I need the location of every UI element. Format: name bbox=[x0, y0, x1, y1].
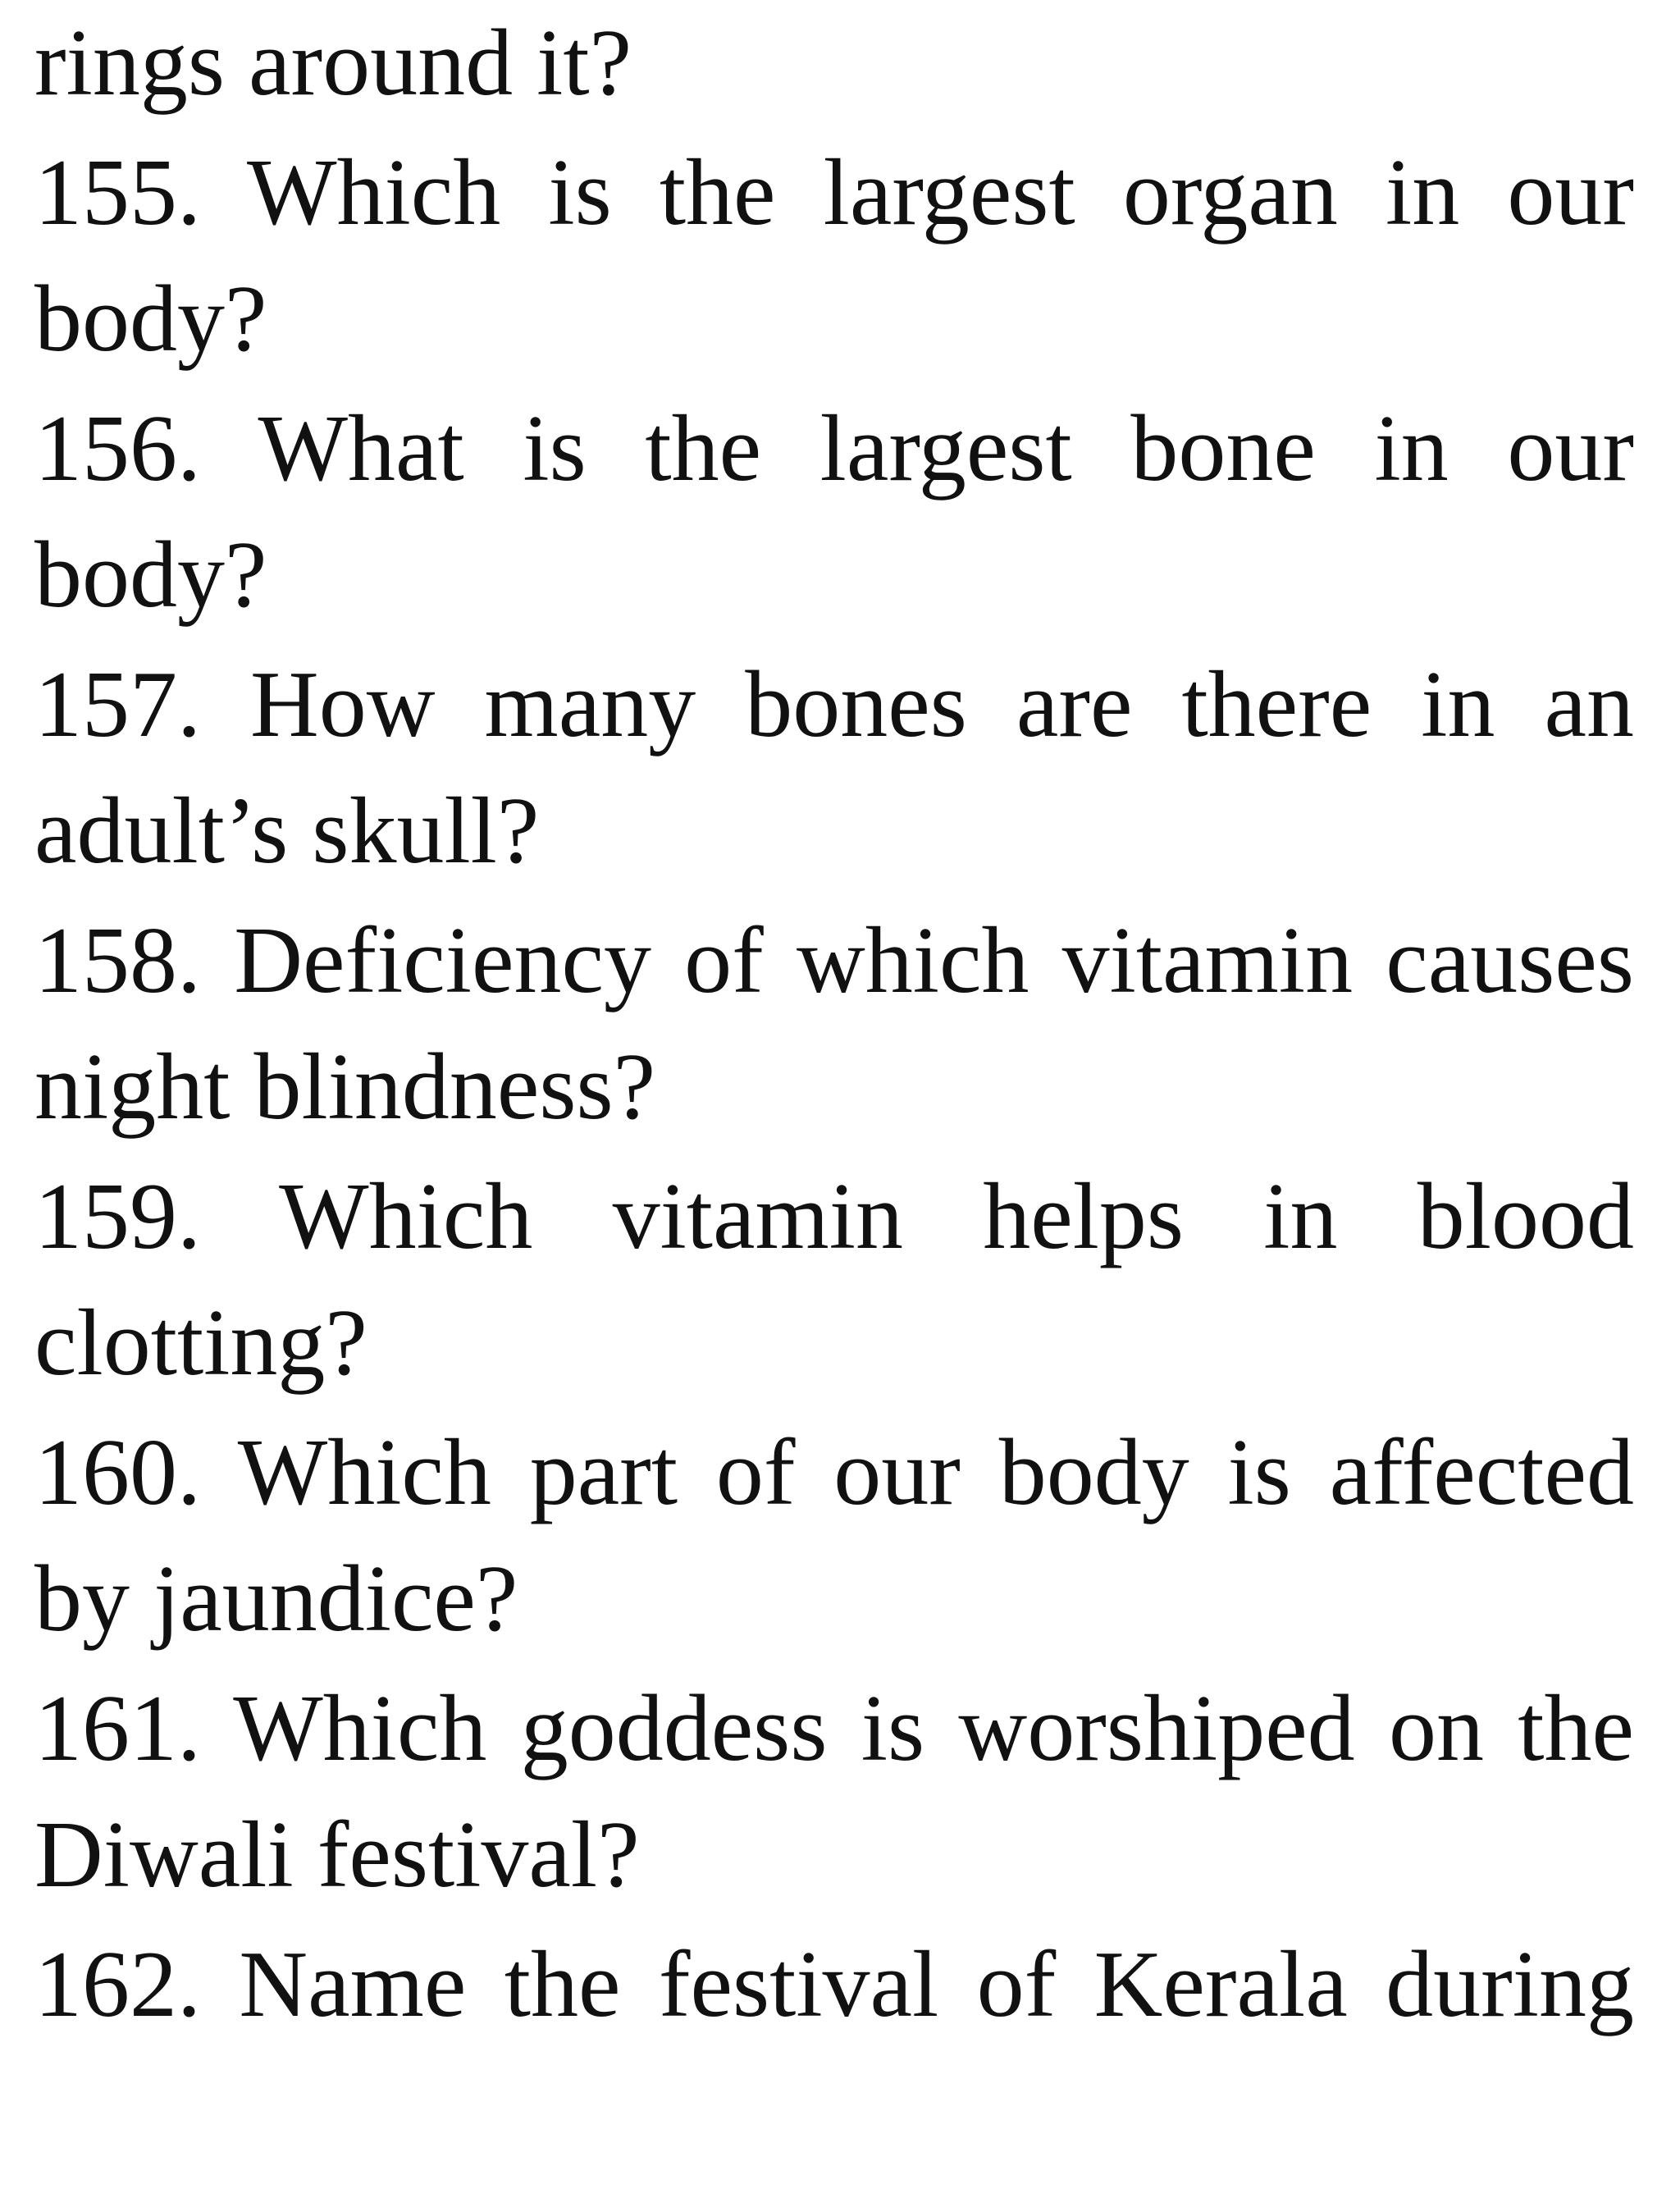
question-157: 157. How many bones are there in an adult’s skull? bbox=[34, 652, 1634, 884]
question-160: 160. Which part of our body is affected by jaundice? bbox=[34, 1420, 1634, 1652]
question-162: 162. Name the festival of Kerala during bbox=[34, 1932, 1634, 2037]
question-156: 156. What is the largest bone in our body? bbox=[34, 396, 1634, 628]
question-158: 158. Deficiency of which vitamin causes night blindness? bbox=[34, 908, 1634, 1140]
question-161: 161. Which goddess is worshiped on the Diwali festival? bbox=[34, 1676, 1634, 1908]
continued-question-text: rings around it? bbox=[34, 11, 632, 116]
question-155: 155. Which is the largest organ in our body? bbox=[34, 140, 1634, 372]
question-159: 159. Which vitamin helps in blood clotting? bbox=[34, 1164, 1634, 1396]
document-page bbox=[34, 0, 1634, 2048]
